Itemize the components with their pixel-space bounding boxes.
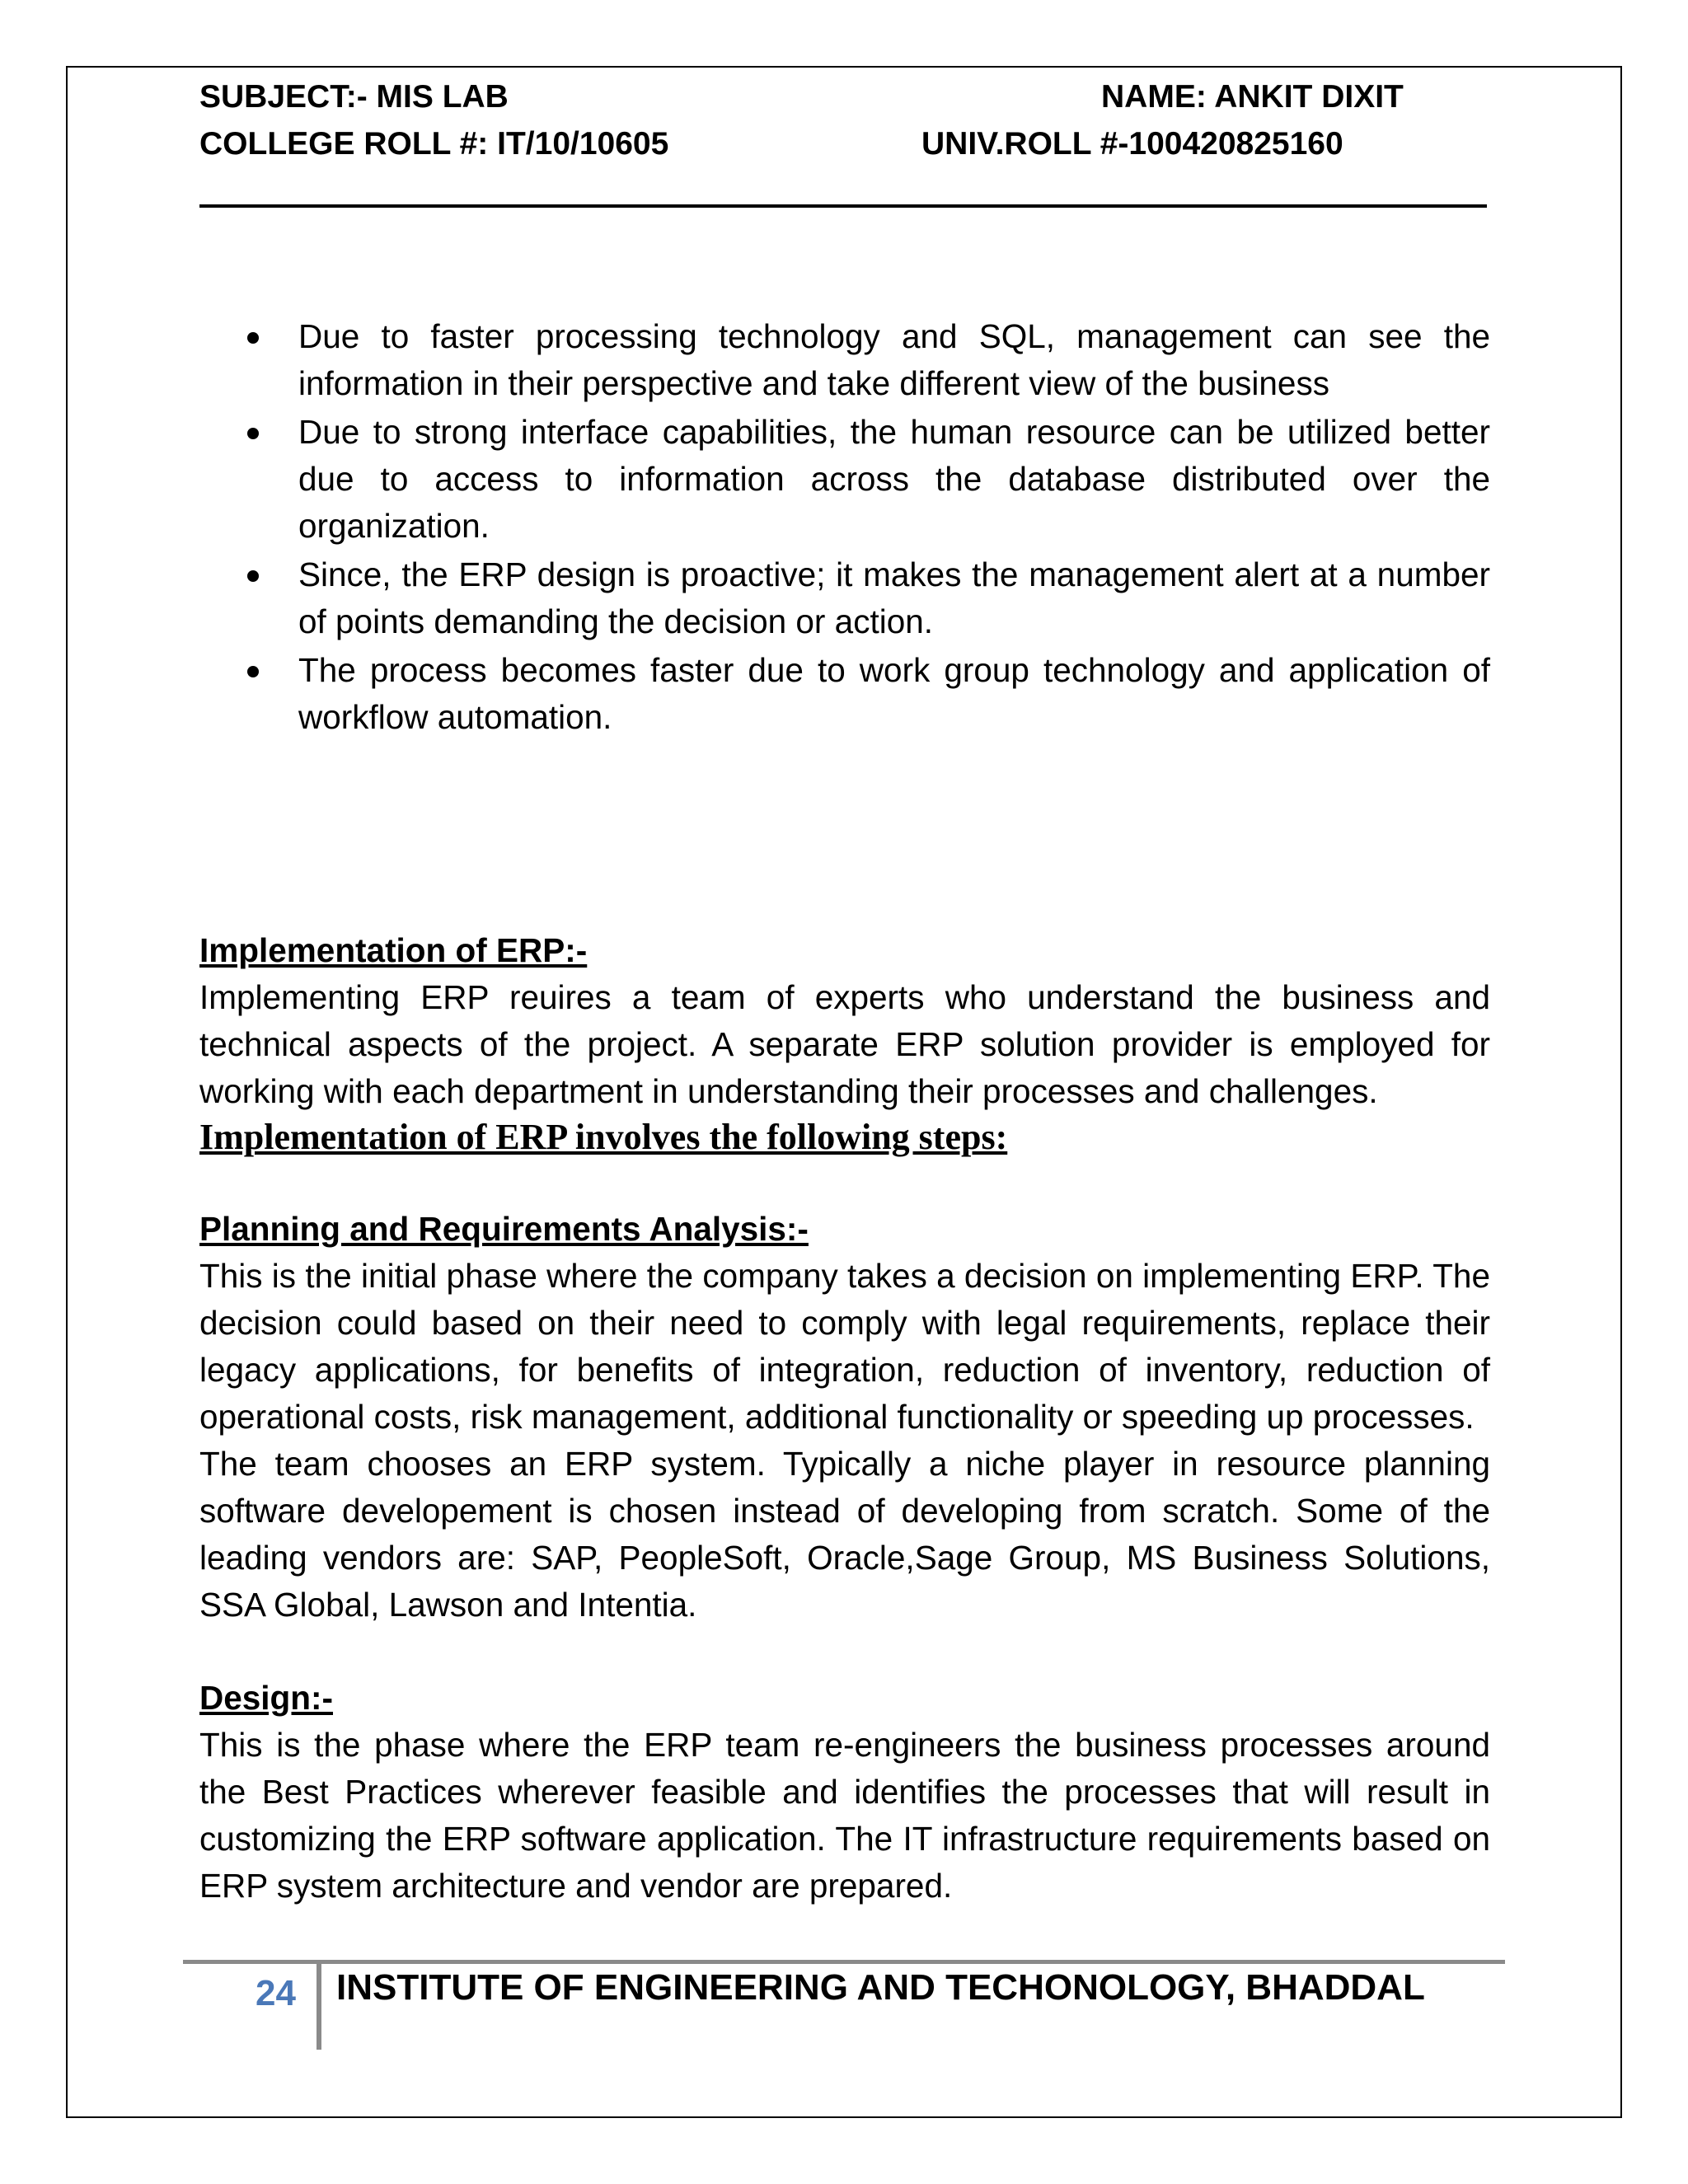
- header-subject: SUBJECT:- MIS LAB: [199, 79, 509, 115]
- bullet-icon: [247, 570, 259, 582]
- design-heading: Design:-: [199, 1679, 333, 1717]
- header-univ-roll: UNIV.ROLL #-100420825160: [921, 126, 1343, 162]
- footer-divider: [183, 1960, 1505, 1964]
- list-item: The process becomes faster due to work group technology and application of workflow automation.: [199, 647, 1490, 741]
- implementation-paragraph: Implementing ERP reuires a team of experts who understand the business and technical aspects of the project. A separate ERP solution provider is employed for working with each department in understanding their processes and challenges.: [199, 978, 1490, 1110]
- header-college-roll: COLLEGE ROLL #: IT/10/10605: [199, 126, 669, 162]
- header-divider: [199, 204, 1487, 208]
- benefits-bullet-list: [199, 313, 1490, 741]
- footer-institute-name: INSTITUTE OF ENGINEERING AND TECHONOLOGY, BHADDAL: [336, 1967, 1425, 2008]
- footer-vertical-bar: [316, 1964, 321, 2050]
- bullet-icon: [247, 332, 259, 344]
- planning-paragraph-1: This is the initial phase where the company takes a decision on implementing ERP. The decision could based on their need to comply with legal requirements, replace their legacy applications, for benefits of integration, reduction of inventory, reduction of operational costs, risk management, additional functionality or speeding up processes.: [199, 1257, 1490, 1436]
- page-content: [199, 313, 1490, 1910]
- list-item: Since, the ERP design is proactive; it makes the management alert at a number of points demanding the decision or action.: [199, 551, 1490, 645]
- bullet-icon: [247, 666, 259, 677]
- header-name: NAME: ANKIT DIXIT: [1101, 79, 1404, 115]
- planning-heading: Planning and Requirements Analysis:-: [199, 1210, 809, 1248]
- implementation-heading: Implementation of ERP:-: [199, 931, 588, 969]
- implementation-steps-heading: Implementation of ERP involves the following steps:: [199, 1117, 1008, 1157]
- list-item: Due to strong interface capabilities, the human resource can be utilized better due to access to information across the database distributed over the organization.: [199, 409, 1490, 550]
- planning-paragraph-2: The team chooses an ERP system. Typically a niche player in resource planning software developement is chosen instead of developing from scratch. Some of the leading vendors are: SAP, PeopleSoft, Oracle,Sage Group, MS Business Solutions, SSA Global, Lawson and Intentia.: [199, 1445, 1490, 1624]
- design-paragraph: This is the phase where the ERP team re-engineers the business processes around the Best Practices wherever feasible and identifies the processes that will result in customizing the ERP software application. The IT infrastructure requirements based on ERP system architecture and vendor are prepared.: [199, 1726, 1490, 1905]
- page-number: 24: [256, 1973, 296, 2013]
- list-item: Due to faster processing technology and SQL, management can see the information in their perspective and take different view of the business: [199, 313, 1490, 407]
- bullet-icon: [247, 428, 259, 439]
